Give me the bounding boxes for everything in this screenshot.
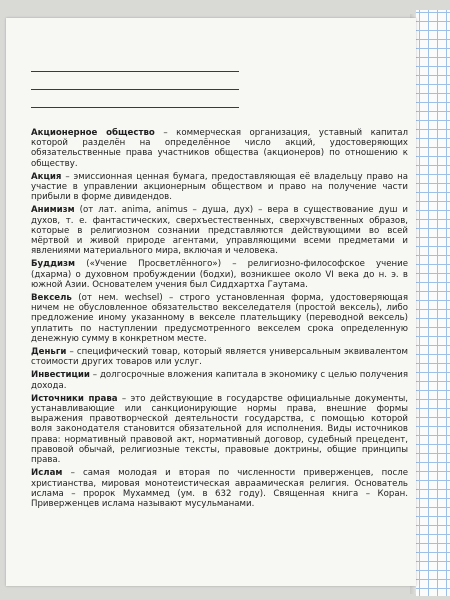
glossary-entry [31, 347, 408, 367]
glossary-entry [31, 259, 408, 290]
glossary-definition: (от лат. anima, animus – душа, дух) – вера в существование душ и духов, т. е. фантастических, сверхъестественных, сверхчувственных образов, которые в религиозном сознании представляются действующими во всей мёртвой и живой природе агентами, управляющими всеми предметами и явлениями материального мира, включая и человека. [31, 205, 408, 257]
glossary-entry [31, 370, 408, 390]
glossary-entry [31, 293, 408, 344]
blank-writing-lines [31, 71, 239, 125]
glossary-term: Инвестиции [31, 370, 90, 381]
glossary-term: Ислам [31, 468, 63, 479]
glossary-definition: – долгосрочные вложения капитала в экономику с целью получения дохода. [31, 370, 408, 391]
glossary-term: Вексель [31, 293, 72, 304]
glossary-term: Акционерное общество [31, 128, 155, 138]
glossary-definition: (от нем. wechsel) – строго установленная форма, удостоверяющая ничем не обусловленное обязательство векселедателя (простой вексель), либо предложение иному указанному в векселе плательщику (переводной вексель) уплатить по наступлении предусмотренного векселем срока определенную денежную сумму в конкретном месте. [31, 293, 408, 344]
glossary-term: Анимизм [31, 205, 75, 216]
glossary-definition: – самая молодая и вторая по численности приверженцев, после христианства, мировая монотеистическая авраамическая религия. Основатель ислама – пророк Мухаммед (ум. в 632 году). Священная книга – Коран. Приверженцев ислама называют мусульманами. [31, 468, 408, 509]
glossary-term: Источники права [31, 393, 118, 404]
glossary-definition: – эмиссионная ценная бумага, предоставляющая её владельцу право на участие в управлении акционерным обществом и право на получение части прибыли в форме дивидендов. [31, 171, 408, 203]
glossary-definition: – коммерческая организация, уставный капитал которой разделён на определённое число акций, удостоверяющих обязательственные права участников общества (акционеров) по отношению к обществу. [31, 128, 408, 169]
writing-line [31, 71, 239, 72]
glossary-definition: – специфический товар, который является универсальным эквивалентом стоимости других товаров или услуг. [31, 347, 408, 368]
writing-line [31, 89, 239, 90]
glossary-term: Акция [31, 171, 62, 182]
glossary-term: Буддизм [31, 259, 76, 270]
graph-paper-page [416, 10, 450, 596]
glossary-entry [31, 205, 408, 256]
glossary-entry [31, 394, 408, 465]
glossary-entry [31, 468, 408, 509]
glossary-entry [31, 128, 408, 169]
glossary [31, 128, 408, 512]
writing-line [31, 107, 239, 108]
glossary-definition: – это действующие в государстве официальные документы, устанавливающие или санкционирующие нормы права, внешние формы выражения правотворческой деятельности государства, с помощью которой воля законодателя становится обязательной для исполнения. Виды источников права: нормативный правовой акт, нормативный договор, судебный прецедент, правовой обычай, религиозные тексты, правовые доктрины, общие принципы права. [31, 393, 408, 466]
glossary-term: Деньги [31, 347, 67, 358]
glossary-entry [31, 172, 408, 203]
glossary-definition: («Учение Просветлённого») – религиозно-философское учение (дхарма) о духовном пробуждении (бодхи), возникшее около VI века до н. э. в южной Азии. Основателем учения был Сиддхартха Гаутама. [31, 259, 408, 290]
